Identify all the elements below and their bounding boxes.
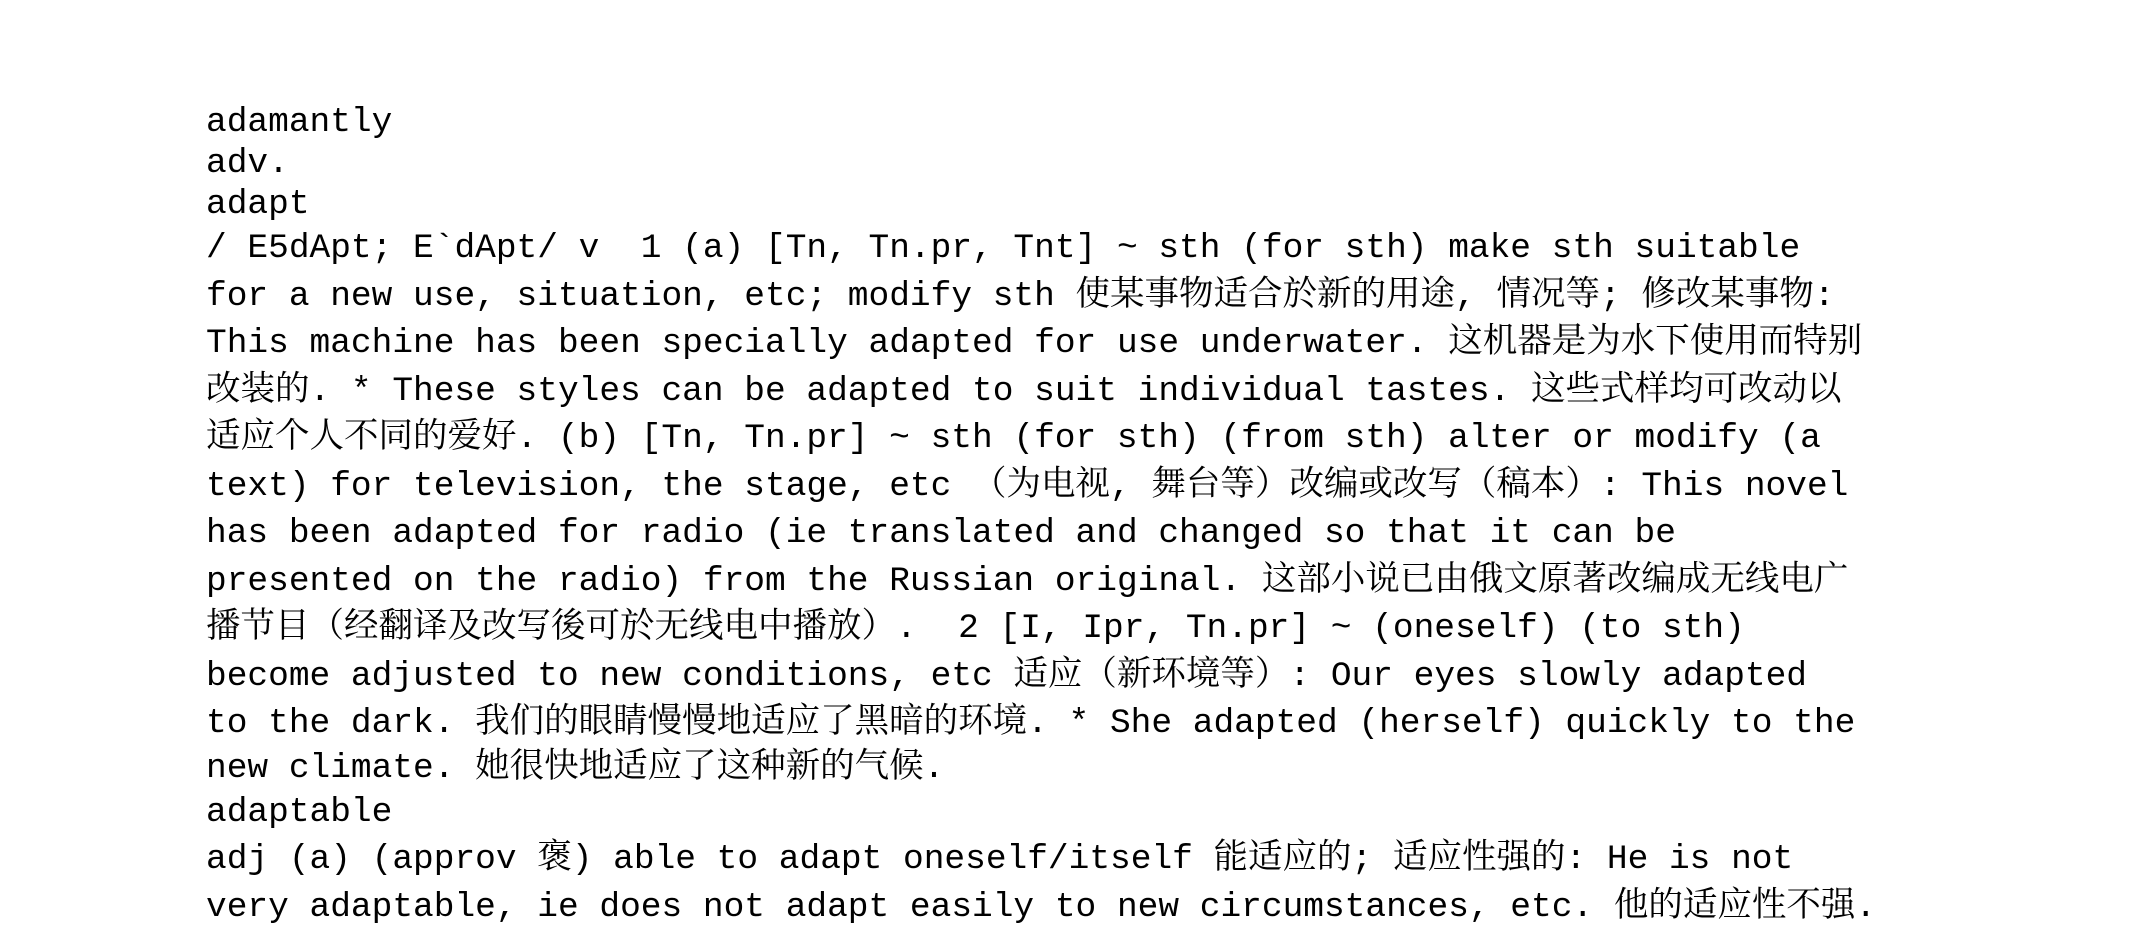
definition-line: text) for television, the stage, etc （为电视, 舞台等）改编或改写（稿本）: This novel xyxy=(206,463,2106,511)
definition-line: presented on the radio) from the Russian original. 这部小说已由俄文原著改编成无线电广 xyxy=(206,558,2106,606)
definition-line: to the dark. 我们的眼睛慢慢地适应了黑暗的环境. * She adapted (herself) quickly to the xyxy=(206,700,2106,748)
definition-line: for a new use, situation, etc; modify sth 使某事物适合於新的用途, 情况等; 修改某事物: xyxy=(206,273,2106,321)
definition-line: 播节目（经翻译及改写後可於无线电中播放）. 2 [I, Ipr, Tn.pr] ~ (oneself) (to sth) xyxy=(206,605,2106,653)
headword: adaptable xyxy=(206,789,2106,837)
definition-line: adj (a) (approv 褒) able to adapt oneself/itself 能适应的; 适应性强的: He is not xyxy=(206,836,2106,884)
definition-line: 改装的. * These styles can be adapted to suit individual tastes. 这些式样均可改动以 xyxy=(206,368,2106,416)
definition-line: become adjusted to new conditions, etc 适应（新环境等）: Our eyes slowly adapted xyxy=(206,653,2106,701)
definition-line: This machine has been specially adapted for use underwater. 这机器是为水下使用而特别 xyxy=(206,320,2106,368)
headword: adapt xyxy=(206,184,2106,225)
dictionary-text xyxy=(206,102,2106,931)
definition-line: / E5dApt; E`dApt/ v 1 (a) [Tn, Tn.pr, Tnt] ~ sth (for sth) make sth suitable xyxy=(206,225,2106,273)
definition-line: very adaptable, ie does not adapt easily to new circumstances, etc. 他的适应性不强. xyxy=(206,884,2106,931)
definition-line: adv. xyxy=(206,143,2106,184)
headword: adamantly xyxy=(206,102,2106,143)
definition-line: 适应个人不同的爱好. (b) [Tn, Tn.pr] ~ sth (for sth) (from sth) alter or modify (a xyxy=(206,415,2106,463)
definition-line: new climate. 她很快地适应了这种新的气候. xyxy=(206,748,2106,789)
definition-line: has been adapted for radio (ie translated and changed so that it can be xyxy=(206,510,2106,558)
